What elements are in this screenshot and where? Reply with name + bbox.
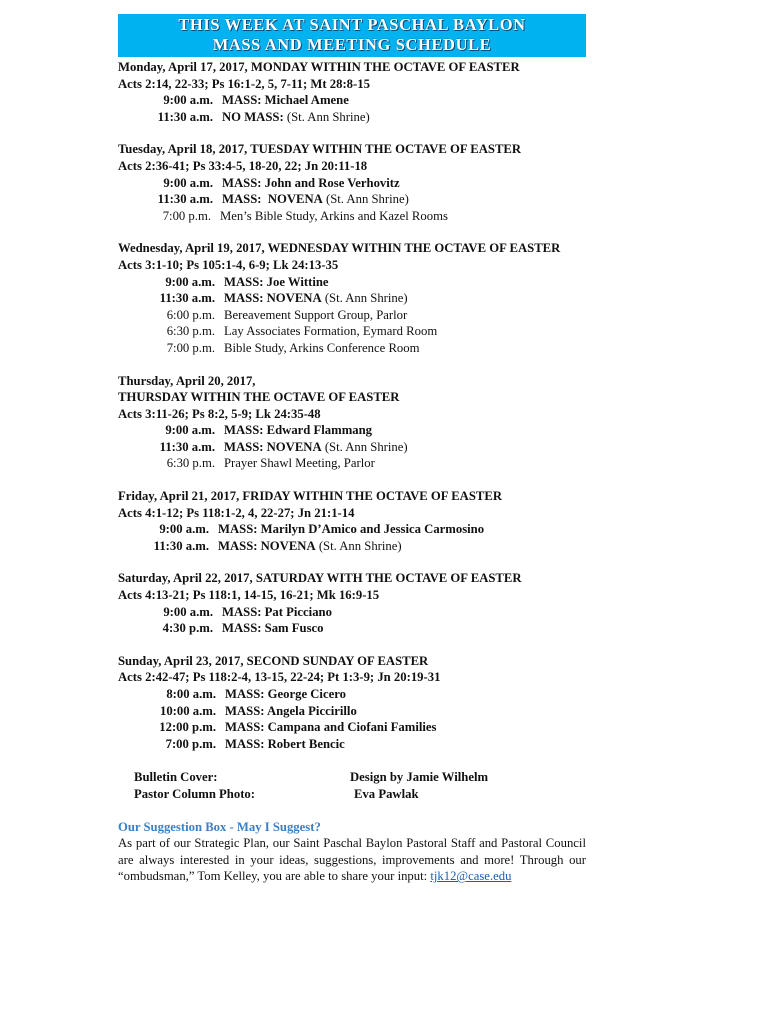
event-row [118,274,586,291]
event-note: Bereavement Support Group, Parlor [224,307,408,322]
event-row [118,340,586,357]
event-row [118,686,586,703]
event-note: Lay Associates Formation, Eymard Room [224,324,438,339]
event-time: 12:00 p.m. [159,720,216,735]
event-row [118,307,586,324]
day-readings: Acts 2:36-41; Ps 33:4-5, 18-20, 22; Jn 20:11-18 [118,158,368,173]
event-note: (St. Ann Shrine) [321,439,408,454]
event-row [118,538,586,555]
credit-value: Design by Jamie Wilhelm [350,770,489,785]
event-note: (St. Ann Shrine) [322,192,409,207]
event-time: 9:00 a.m. [165,274,215,289]
event-label: MASS: George Cicero [225,687,346,701]
event-row [118,439,586,456]
day-readings: Acts 2:42-47; Ps 118:2-4, 13-15, 22-24; Pt 1:3-9; Jn 20:19-31 [118,670,441,685]
event-row [118,604,586,621]
event-label: MASS: NOVENA [224,439,322,454]
day-readings: Acts 4:1-12; Ps 118:1-2, 4, 22-27; Jn 21:1-14 [118,505,355,520]
day-thursday [118,373,586,473]
event-row [118,92,586,109]
event-row [118,455,586,472]
day-title: Sunday, April 23, 2017, SECOND SUNDAY OF EASTER [118,653,429,668]
event-row [118,323,586,340]
credit-label: Pastor Column Photo: [134,786,256,801]
event-time: 10:00 a.m. [159,703,216,718]
event-row [118,109,586,126]
event-time: 11:30 a.m. [157,192,213,207]
event-time: 9:00 a.m. [159,522,209,537]
schedule-banner [118,14,586,57]
suggestion-body [118,835,586,885]
event-label: MASS: Joe Wittine [224,274,329,289]
event-label: MASS: NOVENA [224,291,322,306]
day-title: Thursday, April 20, 2017, [118,373,256,388]
event-time: 6:00 p.m. [166,307,215,322]
event-time: 9:00 a.m. [163,93,213,108]
event-row [118,736,586,753]
suggestion-title: Our Suggestion Box - May I Suggest? [118,819,321,834]
event-note: Prayer Shawl Meeting, Parlor [224,456,375,471]
event-time: 11:30 a.m. [159,439,215,454]
event-label: MASS: Pat Picciano [222,604,332,619]
day-saturday [118,570,586,636]
event-label: MASS: Michael Amene [222,93,349,108]
credit-value: Eva Pawlak [354,786,419,801]
event-label: MASS: Robert Bencic [225,736,345,751]
event-time: 7:00 p.m. [162,208,211,223]
suggestion-box [118,819,586,885]
day-title: Saturday, April 22, 2017, SATURDAY WITH THE OCTAVE OF EASTER [118,571,522,586]
event-row [118,175,586,192]
event-note: (St. Ann Shrine) [321,291,408,306]
event-label: MASS: John and Rose Verhovitz [222,175,400,190]
event-time: 7:00 p.m. [166,340,215,355]
event-row [118,521,586,538]
event-label: MASS: Marilyn D’Amico and Jessica Carmosino [218,522,485,537]
credits-block [118,769,586,802]
day-title: Friday, April 21, 2017, FRIDAY WITHIN THE OCTAVE OF EASTER [118,489,502,504]
event-row [118,191,586,208]
event-time: 7:00 p.m. [165,736,216,751]
event-label: MASS: NOVENA [218,538,316,553]
event-row [118,208,586,225]
event-row [118,290,586,307]
event-time: 4:30 p.m. [162,621,213,636]
event-note: Men’s Bible Study, Arkins and Kazel Rooms [220,208,448,223]
day-title: Tuesday, April 18, 2017, TUESDAY WITHIN THE OCTAVE OF EASTER [118,142,522,157]
event-label: MASS: Campana and Ciofani Families [225,720,437,735]
event-time: 9:00 a.m. [163,604,213,619]
day-wednesday [118,240,586,356]
day-readings: Acts 4:13-21; Ps 118:1, 14-15, 16-21; Mk 16:9-15 [118,588,380,603]
day-title: Monday, April 17, 2017, MONDAY WITHIN THE OCTAVE OF EASTER [118,60,520,74]
day-friday [118,488,586,554]
event-note: Bible Study, Arkins Conference Room [224,340,420,355]
day-readings: Acts 3:11-26; Ps 8:2, 5-9; Lk 24:35-48 [118,406,321,421]
suggestion-email-link[interactable]: tjk12@case.edu [430,869,512,884]
day-title: Wednesday, April 19, 2017, WEDNESDAY WITHIN THE OCTAVE OF EASTER [118,241,561,256]
event-label: MASS: NOVENA [222,192,323,207]
event-time: 6:30 p.m. [166,324,215,339]
event-label: MASS: Sam Fusco [222,621,324,636]
event-row [118,620,586,637]
event-time: 6:30 p.m. [166,456,215,471]
event-row [118,422,586,439]
day-title-continued: THURSDAY WITHIN THE OCTAVE OF EASTER [118,390,400,405]
credit-row [118,786,586,803]
day-readings: Acts 2:14, 22-33; Ps 16:1-2, 5, 7-11; Mt 28:8-15 [118,76,370,91]
event-label: MASS: Angela Piccirillo [225,703,357,718]
event-time: 9:00 a.m. [165,423,215,438]
day-monday [118,59,586,125]
suggestion-text: As part of our Strategic Plan, our Saint Paschal Baylon Pastoral Staff and Pastoral Council are always interested in your ideas, suggestions, improvements and more! Through our “ombudsman,” Tom Kelley, you are able to share your input: [118,836,586,884]
event-time: 11:30 a.m. [153,538,209,553]
credit-row [118,769,586,786]
banner-title-line-1: THIS WEEK AT SAINT PASCHAL BAYLON [178,15,526,34]
event-label: MASS: Edward Flammang [224,423,373,438]
schedule-page [118,14,586,885]
event-note: (St. Ann Shrine) [315,538,402,553]
day-sunday [118,653,586,753]
event-time: 8:00 a.m. [166,687,216,701]
event-time: 11:30 a.m. [159,291,215,306]
banner-title-line-2: MASS AND MEETING SCHEDULE [212,35,492,54]
event-note: (St. Ann Shrine) [283,109,370,124]
event-time: 9:00 a.m. [163,175,213,190]
day-readings: Acts 3:1-10; Ps 105:1-4, 6-9; Lk 24:13-35 [118,257,339,272]
event-row [118,719,586,736]
event-time: 11:30 a.m. [157,109,213,124]
event-label: NO MASS: [222,109,284,124]
credit-label: Bulletin Cover: [134,770,218,785]
event-row [118,703,586,720]
day-tuesday [118,141,586,224]
